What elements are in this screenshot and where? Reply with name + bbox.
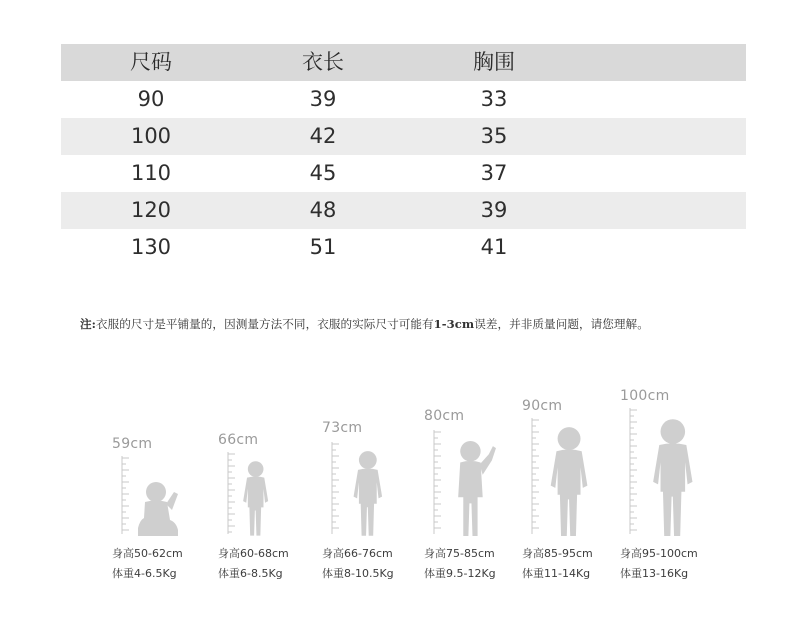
header-size: 尺码 bbox=[130, 50, 172, 74]
child-silhouette-icon bbox=[546, 426, 599, 536]
height-label: 59cm bbox=[112, 436, 153, 452]
length-cell: 45 bbox=[309, 161, 337, 185]
child-silhouette-icon bbox=[450, 440, 497, 536]
chest-cell: 37 bbox=[480, 161, 508, 185]
growth-figure bbox=[218, 380, 318, 634]
measurement-note bbox=[80, 316, 780, 332]
length-cell: 48 bbox=[309, 198, 337, 222]
height-label: 90cm bbox=[522, 398, 563, 414]
height-range-label: 身高75-85cm bbox=[424, 547, 495, 560]
weight-range-label: 体重11-14Kg bbox=[522, 567, 591, 580]
height-ruler bbox=[120, 456, 130, 534]
size-cell: 110 bbox=[130, 161, 172, 185]
note-text-before: 衣服的尺寸是平铺量的，因测量方法不同，衣服的实际尺寸可能有 bbox=[95, 317, 434, 331]
growth-figure bbox=[322, 380, 422, 634]
child-silhouette-icon bbox=[136, 480, 182, 536]
table-row bbox=[61, 155, 746, 192]
size-table-header bbox=[61, 44, 746, 81]
note-prefix: 注: bbox=[80, 317, 96, 331]
height-range-label: 身高60-68cm bbox=[218, 547, 289, 560]
growth-figure bbox=[424, 380, 524, 634]
weight-range-label: 体重9.5-12Kg bbox=[424, 567, 496, 580]
size-table bbox=[61, 44, 746, 266]
chest-cell: 39 bbox=[480, 198, 508, 222]
height-label: 80cm bbox=[424, 408, 465, 424]
note-highlight: 1-3cm bbox=[433, 317, 475, 331]
header-chest: 胸围 bbox=[473, 50, 515, 74]
height-ruler bbox=[330, 442, 340, 534]
growth-figure bbox=[112, 380, 212, 634]
table-row bbox=[61, 118, 746, 155]
child-silhouette-icon bbox=[648, 418, 705, 536]
weight-range-label: 体重4-6.5Kg bbox=[112, 567, 177, 580]
height-range-label: 身高95-100cm bbox=[620, 547, 698, 560]
table-row bbox=[61, 81, 746, 118]
growth-chart bbox=[0, 380, 800, 634]
length-cell: 39 bbox=[309, 87, 337, 111]
growth-figure bbox=[522, 380, 622, 634]
table-row bbox=[61, 192, 746, 229]
size-cell: 90 bbox=[137, 87, 165, 111]
weight-range-label: 体重6-8.5Kg bbox=[218, 567, 283, 580]
table-row bbox=[61, 229, 746, 266]
height-range-label: 身高50-62cm bbox=[112, 547, 183, 560]
length-cell: 51 bbox=[309, 235, 337, 259]
height-range-label: 身高85-95cm bbox=[522, 547, 593, 560]
chest-cell: 41 bbox=[480, 235, 508, 259]
weight-range-label: 体重13-16Kg bbox=[620, 567, 689, 580]
growth-figure bbox=[620, 380, 720, 634]
height-ruler bbox=[530, 418, 540, 534]
height-ruler bbox=[628, 408, 638, 534]
size-cell: 120 bbox=[130, 198, 172, 222]
weight-range-label: 体重8-10.5Kg bbox=[322, 567, 394, 580]
chest-cell: 35 bbox=[480, 124, 508, 148]
child-silhouette-icon bbox=[350, 450, 391, 536]
height-range-label: 身高66-76cm bbox=[322, 547, 393, 560]
length-cell: 42 bbox=[309, 124, 337, 148]
height-label: 100cm bbox=[620, 388, 670, 404]
height-ruler bbox=[432, 430, 442, 534]
size-cell: 130 bbox=[130, 235, 172, 259]
height-label: 66cm bbox=[218, 432, 259, 448]
chest-cell: 33 bbox=[480, 87, 508, 111]
child-silhouette-icon bbox=[240, 460, 276, 536]
note-text-after: 误差，并非质量问题，请您理解。 bbox=[474, 317, 649, 331]
height-label: 73cm bbox=[322, 420, 363, 436]
header-length: 衣长 bbox=[302, 50, 344, 74]
height-ruler bbox=[226, 452, 236, 534]
size-cell: 100 bbox=[130, 124, 172, 148]
